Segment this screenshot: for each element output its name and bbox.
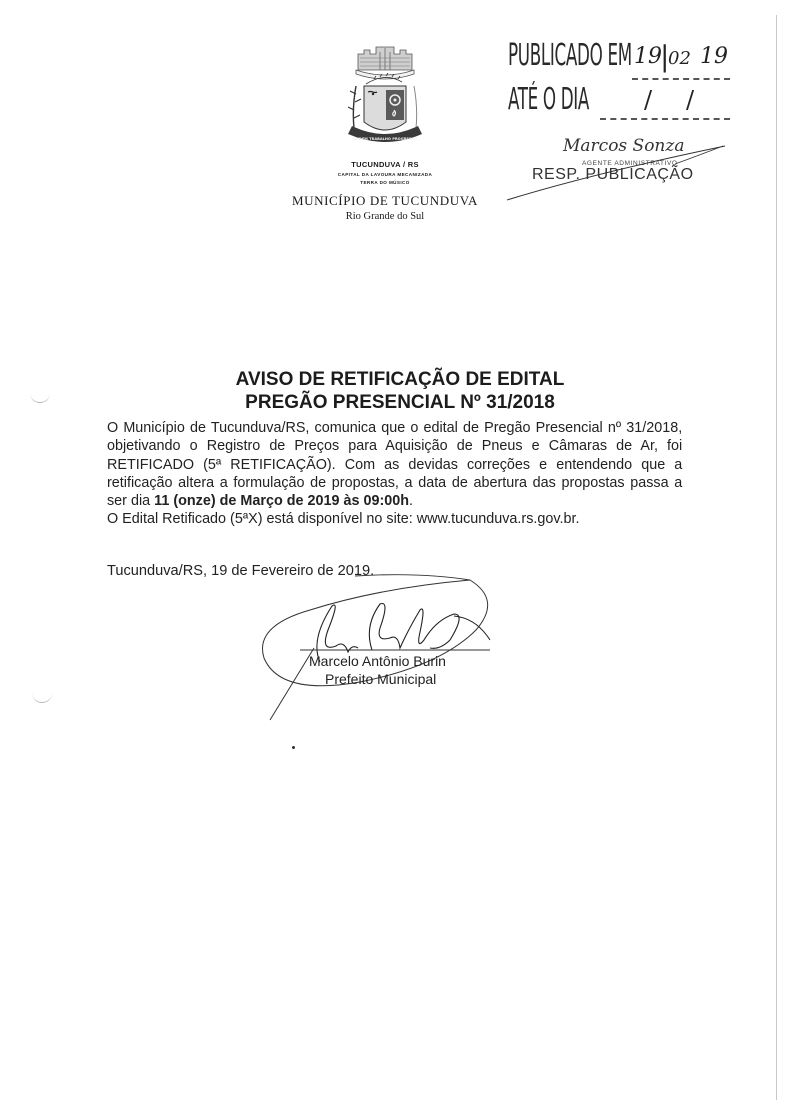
notice-title-line-1: AVISO DE RETIFICAÇÃO DE EDITAL xyxy=(235,369,565,390)
stamp-date-underline xyxy=(632,78,730,80)
crest-city-label: TUCUNDUVA / RS xyxy=(351,160,419,169)
municipal-coat-of-arms-icon xyxy=(330,42,440,152)
place-and-date: Tucunduva/RS, 19 de Fevereiro de 2019. xyxy=(107,563,375,579)
notice-website-line: O Edital Retificado (5ªX) está disponível no site: www.tucunduva.rs.gov.br. xyxy=(107,511,580,528)
stamp-published-day: 19 xyxy=(634,44,662,69)
stamp-published-year: 19 xyxy=(700,44,728,69)
punch-hole-mark-top xyxy=(30,392,50,403)
stamp-signer-name: Marcos Sonza xyxy=(563,136,685,156)
stamp-until-label: ATÉ O DIA xyxy=(508,82,590,117)
notice-text-end: . xyxy=(409,493,414,510)
notice-text: O Município de Tucunduva/RS, comunica que o edital de Pregão Presencial nº 31/2018, objetivando o Registro de Preços para Aquisição de Pneus e Câmaras de Ar, foi RETIFICADO (5ª RETIFICAÇÃO). Com as devidas correções e entendendo que a retificação altera a formulação de propostas, a data de abertura das propostas passa a ser dia xyxy=(107,420,683,510)
stamp-strike-line xyxy=(505,138,735,208)
notice-opening-date: 11 (onze) de Março de 2019 às 09:00h xyxy=(154,493,410,510)
stamp-until-underline xyxy=(600,118,730,120)
crest-tagline-2: TERRA DO MÚSICO xyxy=(360,180,410,185)
stamp-signer-role: AGENTE ADMINISTRATIVO xyxy=(582,160,678,167)
crest-tagline: CAPITAL DA LAVOURA MECANIZADA xyxy=(337,172,433,177)
municipality-state: Rio Grande do Sul xyxy=(345,211,425,222)
stamp-until-separator-2: / xyxy=(686,86,695,114)
svg-text:ORDEM TRABALHO PROGRESSO: ORDEM TRABALHO PROGRESSO xyxy=(353,137,417,141)
handwritten-signature-icon xyxy=(240,570,520,730)
notice-title-line-2: PREGÃO PRESENCIAL Nº 31/2018 xyxy=(245,392,555,413)
stamp-published-label: PUBLICADO EM xyxy=(508,38,632,73)
municipality-name: MUNICÍPIO DE TUCUNDUVA xyxy=(291,193,479,208)
punch-hole-mark-bottom xyxy=(32,692,52,703)
signer-title: Prefeito Municipal xyxy=(325,671,437,687)
scan-speck xyxy=(292,746,295,749)
stamp-until-separator-1: / xyxy=(644,86,653,114)
notice-body xyxy=(107,419,682,529)
stamp-responsibility-label: RESP. PUBLICAÇÃO xyxy=(532,166,694,183)
notice-title xyxy=(100,368,700,414)
stamp-published-month: 02 xyxy=(668,48,691,69)
stamp-date-separator: | xyxy=(660,40,670,73)
notice-paragraph xyxy=(107,419,682,510)
signer-name: Marcelo Antônio Burin xyxy=(309,653,446,669)
scan-edge-line xyxy=(776,15,777,1100)
